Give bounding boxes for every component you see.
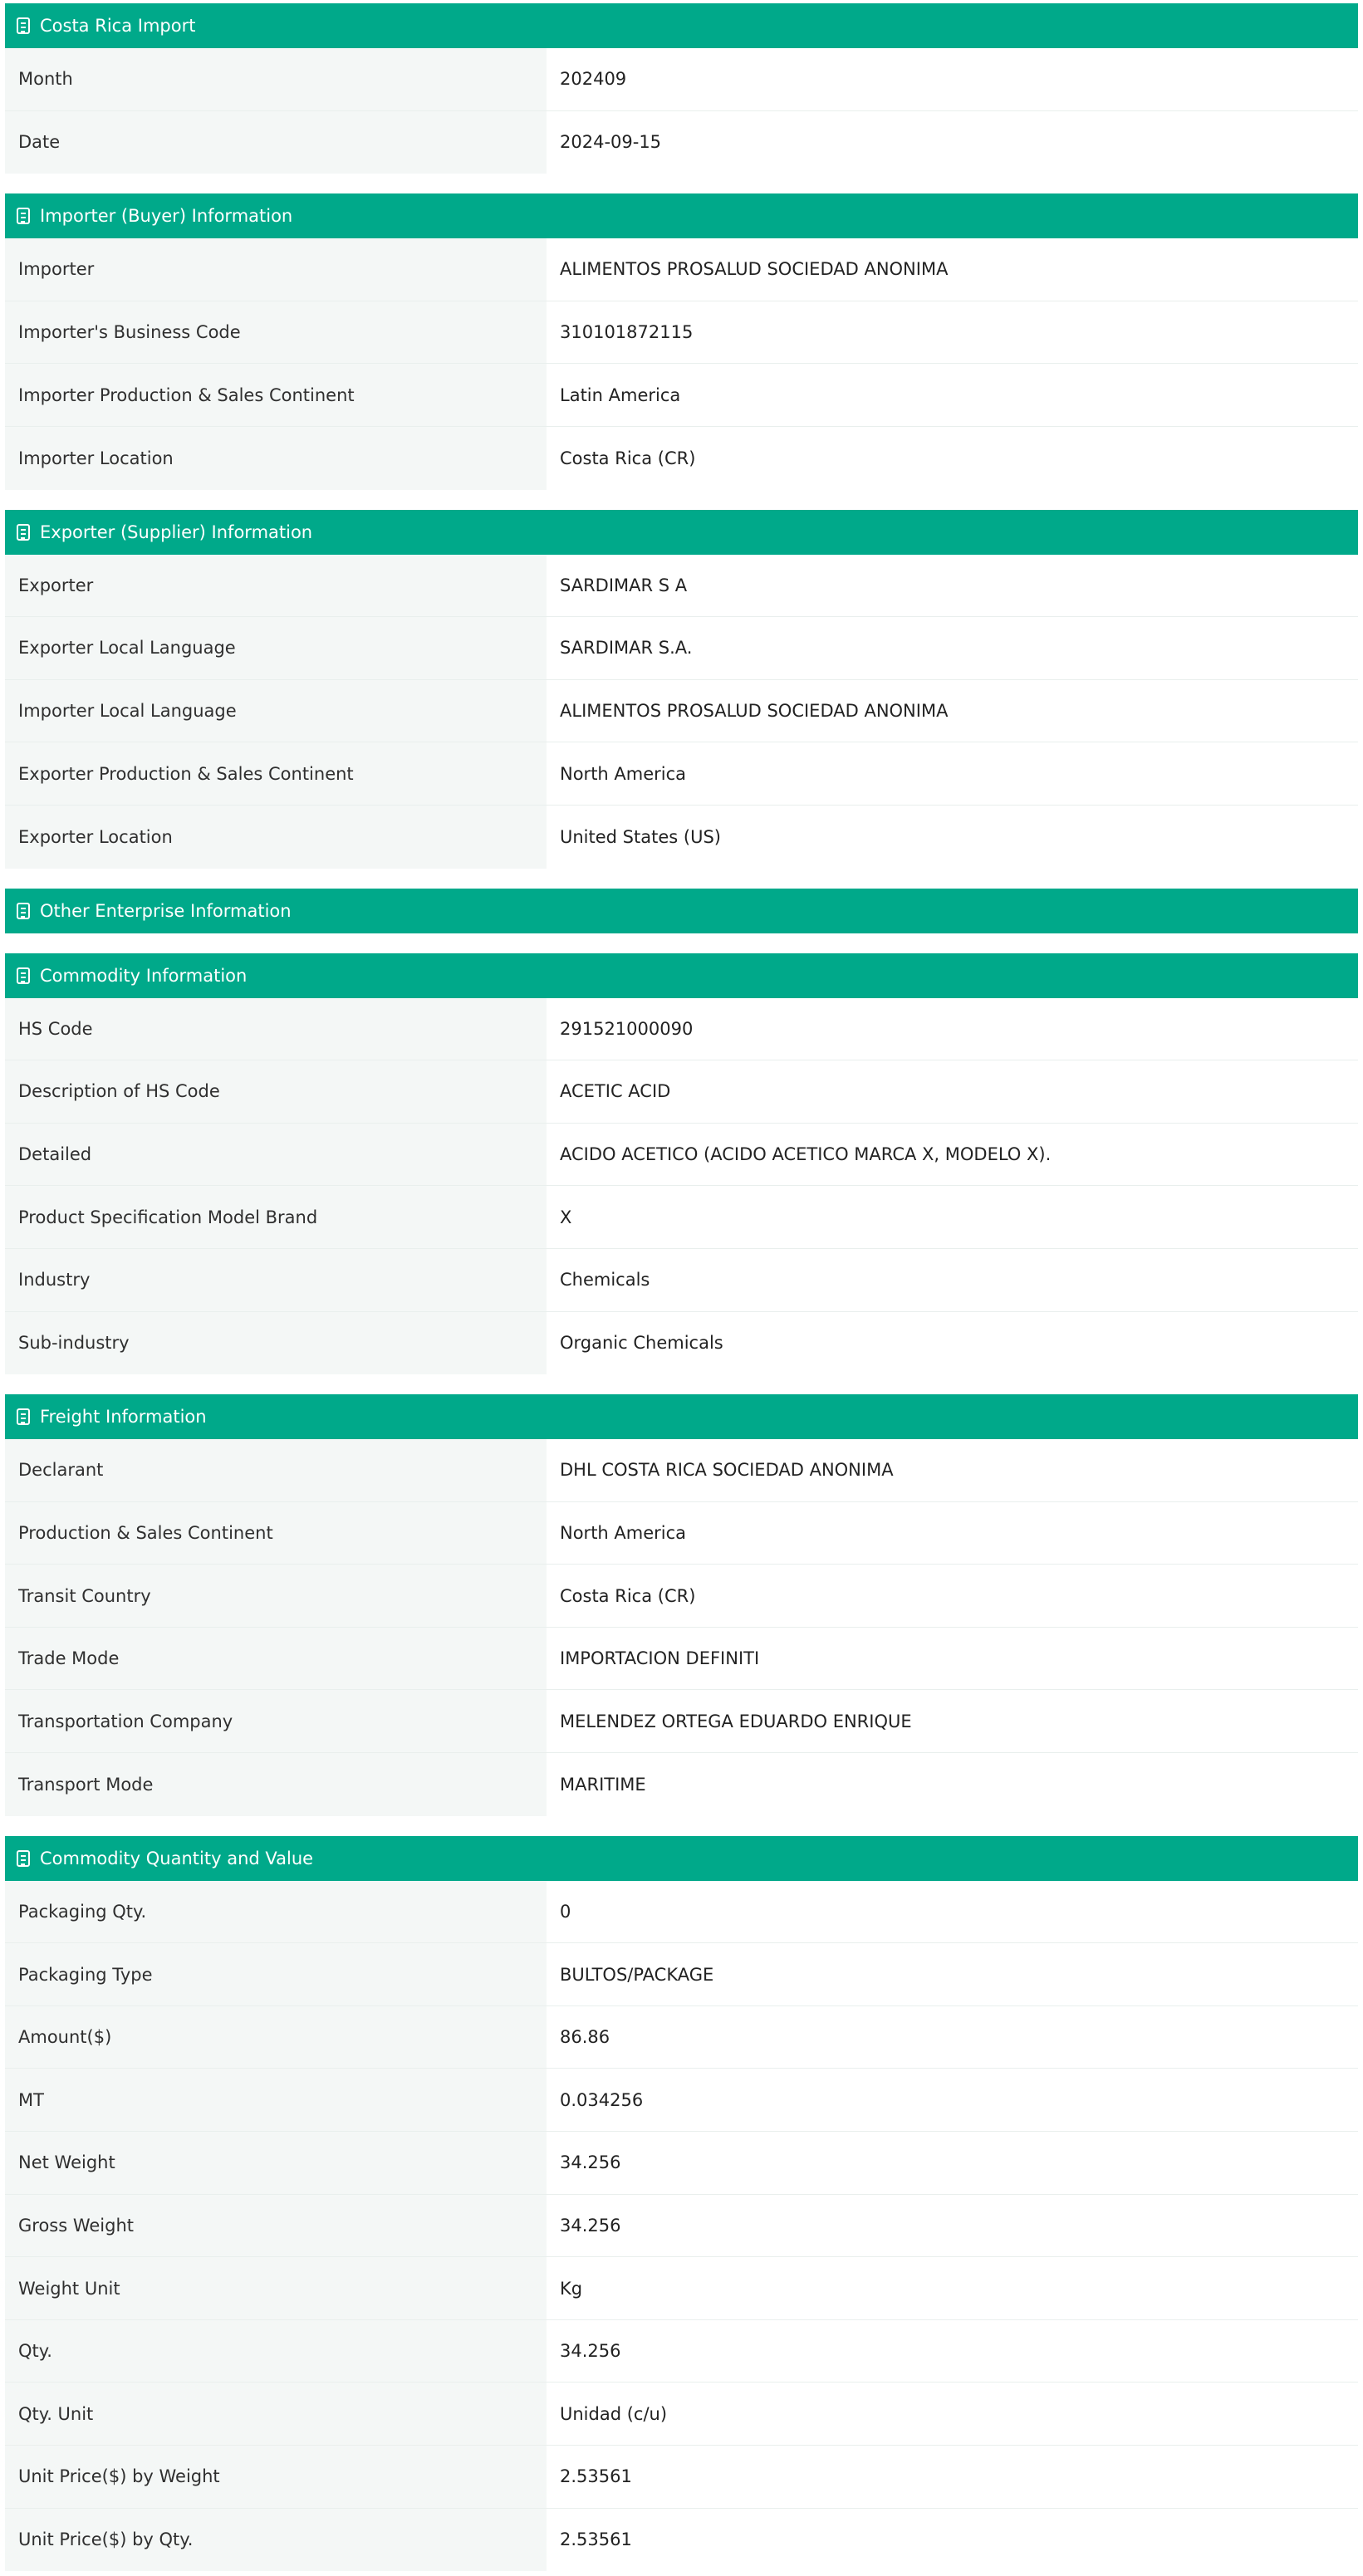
field-value: BULTOS/PACKAGE: [547, 1943, 1358, 2005]
field-value: 34.256: [547, 2132, 1358, 2194]
field-value: Latin America: [547, 364, 1358, 426]
section-title: Commodity Information: [40, 965, 248, 986]
field-label: Weight Unit: [5, 2257, 547, 2319]
field-label: Exporter Local Language: [5, 617, 547, 679]
table-row: [5, 1439, 1358, 1502]
section-header: [5, 510, 1358, 555]
table-row: [5, 1249, 1358, 1312]
table-row: [5, 742, 1358, 806]
freight-information-section: [5, 1394, 1358, 1816]
table-row: [5, 1943, 1358, 2006]
field-label: Date: [5, 111, 547, 174]
field-label: Importer Local Language: [5, 680, 547, 742]
table-row: [5, 238, 1358, 301]
field-label: Detailed: [5, 1124, 547, 1186]
field-label: Importer Production & Sales Continent: [5, 364, 547, 426]
section-title: Importer (Buyer) Information: [40, 206, 293, 227]
field-value: North America: [547, 742, 1358, 805]
table-row: [5, 301, 1358, 365]
commodity-quantity-value-section: [5, 1836, 1358, 2572]
table-row: [5, 680, 1358, 743]
field-value: 2.53561: [547, 2509, 1358, 2572]
field-label: Sub-industry: [5, 1312, 547, 1375]
section-title: Commodity Quantity and Value: [40, 1848, 314, 1868]
field-label: Qty.: [5, 2320, 547, 2383]
field-value: Organic Chemicals: [547, 1312, 1358, 1375]
table-row: [5, 806, 1358, 869]
importer-information-section: [5, 193, 1358, 489]
field-value: 310101872115: [547, 301, 1358, 364]
field-label: Production & Sales Continent: [5, 1502, 547, 1565]
field-value: 202409: [547, 48, 1358, 110]
table-row: [5, 1753, 1358, 1816]
table-row: [5, 1312, 1358, 1375]
field-label: Exporter: [5, 555, 547, 617]
document-icon: [17, 17, 30, 34]
table-row: [5, 1565, 1358, 1628]
document-icon: [17, 903, 30, 919]
section-header: [5, 1394, 1358, 1439]
field-label: Product Specification Model Brand: [5, 1186, 547, 1248]
table-row: [5, 1502, 1358, 1565]
field-value: Costa Rica (CR): [547, 1565, 1358, 1627]
table-row: [5, 1186, 1358, 1249]
field-label: Exporter Location: [5, 806, 547, 869]
section-title: Costa Rica Import: [40, 16, 196, 36]
field-value: 2024-09-15: [547, 111, 1358, 174]
field-label: Amount($): [5, 2006, 547, 2069]
field-label: MT: [5, 2069, 547, 2131]
table-row: [5, 2446, 1358, 2509]
field-label: Importer Location: [5, 427, 547, 490]
table-row: [5, 1060, 1358, 1124]
table-row: [5, 1881, 1358, 1944]
field-label: Transit Country: [5, 1565, 547, 1627]
field-value: 291521000090: [547, 998, 1358, 1060]
field-label: Exporter Production & Sales Continent: [5, 742, 547, 805]
field-value: ACETIC ACID: [547, 1060, 1358, 1123]
table-row: [5, 2383, 1358, 2446]
table-row: [5, 2509, 1358, 2572]
document-icon: [17, 1850, 30, 1867]
field-label: Unit Price($) by Weight: [5, 2446, 547, 2508]
section-header: [5, 889, 1358, 933]
field-value: Kg: [547, 2257, 1358, 2319]
field-value: IMPORTACION DEFINITI: [547, 1628, 1358, 1690]
field-value: Unidad (c/u): [547, 2383, 1358, 2445]
table-row: [5, 2069, 1358, 2132]
section-header: [5, 1836, 1358, 1881]
field-value: Chemicals: [547, 1249, 1358, 1311]
section-title: Other Enterprise Information: [40, 900, 292, 921]
section-title: Freight Information: [40, 1407, 207, 1428]
table-row: [5, 617, 1358, 680]
table-row: [5, 1690, 1358, 1753]
costa-rica-import-section: [5, 3, 1358, 174]
table-row: [5, 2320, 1358, 2383]
field-value: 2.53561: [547, 2446, 1358, 2508]
field-label: Trade Mode: [5, 1628, 547, 1690]
field-value: DHL COSTA RICA SOCIEDAD ANONIMA: [547, 1439, 1358, 1501]
field-label: Declarant: [5, 1439, 547, 1501]
table-row: [5, 2132, 1358, 2195]
exporter-information-section: [5, 510, 1358, 869]
field-label: Packaging Qty.: [5, 1881, 547, 1943]
field-label: Month: [5, 48, 547, 110]
table-row: [5, 1628, 1358, 1691]
field-value: X: [547, 1186, 1358, 1248]
table-row: [5, 2006, 1358, 2069]
field-label: Gross Weight: [5, 2195, 547, 2257]
field-value: ALIMENTOS PROSALUD SOCIEDAD ANONIMA: [547, 680, 1358, 742]
field-label: Transportation Company: [5, 1690, 547, 1752]
field-value: 34.256: [547, 2195, 1358, 2257]
field-label: Packaging Type: [5, 1943, 547, 2005]
field-value: ALIMENTOS PROSALUD SOCIEDAD ANONIMA: [547, 238, 1358, 301]
document-icon: [17, 967, 30, 984]
field-value: SARDIMAR S A: [547, 555, 1358, 617]
field-value: United States (US): [547, 806, 1358, 869]
section-header: [5, 3, 1358, 48]
document-icon: [17, 524, 30, 541]
field-value: North America: [547, 1502, 1358, 1565]
field-value: 0.034256: [547, 2069, 1358, 2131]
field-label: HS Code: [5, 998, 547, 1060]
field-label: Importer's Business Code: [5, 301, 547, 364]
table-row: [5, 2257, 1358, 2320]
field-value: 34.256: [547, 2320, 1358, 2383]
field-label: Description of HS Code: [5, 1060, 547, 1123]
section-header: [5, 953, 1358, 998]
field-label: Industry: [5, 1249, 547, 1311]
table-row: [5, 555, 1358, 618]
table-row: [5, 48, 1358, 111]
section-header: [5, 193, 1358, 238]
field-label: Importer: [5, 238, 547, 301]
table-row: [5, 1124, 1358, 1187]
section-title: Exporter (Supplier) Information: [40, 522, 313, 542]
field-value: 86.86: [547, 2006, 1358, 2069]
table-row: [5, 427, 1358, 490]
field-value: SARDIMAR S.A.: [547, 617, 1358, 679]
document-icon: [17, 1408, 30, 1425]
field-value: 0: [547, 1881, 1358, 1943]
commodity-information-section: [5, 953, 1358, 1375]
table-row: [5, 364, 1358, 427]
table-row: [5, 2195, 1358, 2258]
field-value: ACIDO ACETICO (ACIDO ACETICO MARCA X, MODELO X).: [547, 1124, 1358, 1186]
field-value: MELENDEZ ORTEGA EDUARDO ENRIQUE: [547, 1690, 1358, 1752]
other-enterprise-information-section: [5, 889, 1358, 933]
field-label: Unit Price($) by Qty.: [5, 2509, 547, 2572]
document-icon: [17, 208, 30, 224]
field-label: Net Weight: [5, 2132, 547, 2194]
field-value: MARITIME: [547, 1753, 1358, 1816]
field-value: Costa Rica (CR): [547, 427, 1358, 490]
field-label: Transport Mode: [5, 1753, 547, 1816]
field-label: Qty. Unit: [5, 2383, 547, 2445]
table-row: [5, 998, 1358, 1061]
table-row: [5, 111, 1358, 174]
